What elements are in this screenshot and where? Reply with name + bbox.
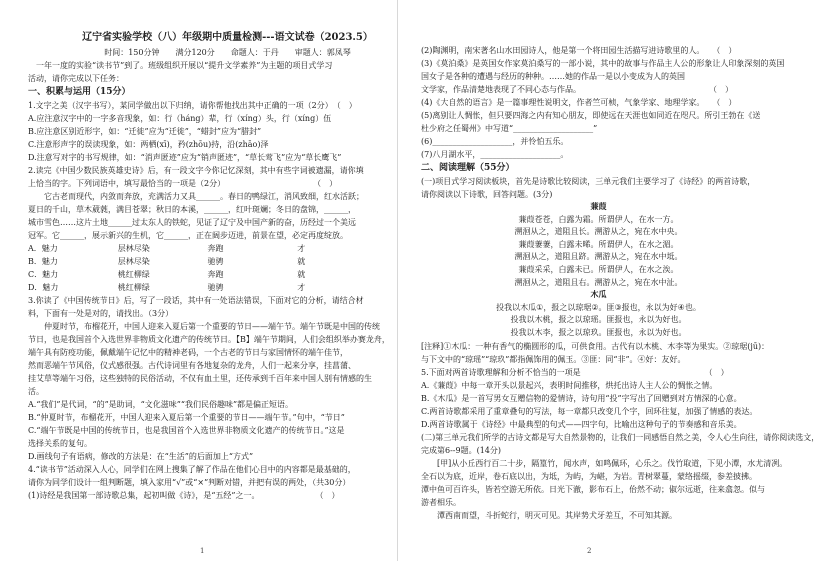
right-body: [421, 44, 785, 201]
passage-line: 潭西南而望，斗折蛇行，明灭可见。其岸势犬牙差互，不可知其源。: [421, 510, 677, 520]
section-heading: 二、阅读理解（55分）: [421, 163, 515, 173]
question-line: 挂艾草等端午习俗，这些独特的民俗活动，不仅有血土里，还传承到千百年来中国人别有情感的生: [28, 374, 372, 383]
answer-option: D.两首诗歌属于《诗经》中最典型的句式——四字句，比喻出这种句子的节奏感和音乐美。: [421, 419, 742, 429]
section-heading: 一、积累与运用（15分）: [28, 87, 131, 97]
question-line: B.“仲夏时节，布榴花开，中国人迎来入夏后第一个重要的节日——端午节。”句中，“节日”: [28, 413, 345, 422]
page-number-right: 2: [587, 547, 592, 555]
answer-option: A.《蒹葭》中每一章开头以景起兴，表明时间推移，烘托出诗人主人公的惆怅之情。: [421, 380, 718, 390]
answer-option-cell: 才: [297, 244, 306, 253]
exam-page-left: [0, 0, 397, 561]
annotation-line: [注释]①木瓜：一种有香气的椭圆形的瓜，可供食用。古代有以木桃、木李等为果实。②琼琚(jū)：: [421, 341, 770, 351]
question-line: 杜少府之任蜀州》中写道“____________________”: [421, 124, 598, 133]
answer-option-cell: 驰骋: [207, 257, 224, 266]
question-line: A.“我们”是代词，“的”是助词，“文化滋味”“我们民俗趣味”都是偏正短语。: [28, 400, 294, 409]
question-5: 5.下面对两首诗歌理解和分析不恰当的一项是 （ ）: [421, 367, 729, 377]
question-line: (3)《莫泊桑》是英国女作家莫泊桑写的一部小说，其中的故事与作品主人公的形象让人印象深刻的英国: [421, 59, 785, 68]
section-intro: (二)第三单元我们所学的古诗文都是写大自然景物的，让我们一同感悟自然之美，令人心生向往，请你阅读选文，: [421, 432, 819, 442]
question-line: C.注意形声字的误读现象，如：两栖(xī)，矜(zhōu)持，沿(zhāo)泽: [28, 140, 269, 149]
exam-meta: 时间：150分钟 满分120分 命题人：于丹 审题人：郭凤琴: [104, 48, 351, 57]
question-line: 冠军。它______，展示新兴的生机，它______，正在阔步迈进，前景在望，必定再度绽放。: [28, 231, 348, 240]
question-line: B.应注意区别近形字，如：“迁徙”应为“迁徙”，“蜡封”应为“腊封”: [28, 127, 262, 136]
question-line: (5)离别让人惆怅，但只要四海之内有知心朋友，即使远在天涯也如同近在咫尺。所引王勃在《送: [421, 111, 761, 120]
passage-line: 潭中鱼可百许头，皆若空游无所依。日光下澈，影布石上，佁然不动；俶尔远逝，往来翕忽。似与: [421, 484, 765, 494]
answer-option: C.两首诗歌都采用了重章叠句的写法，每一章都只改变几个字，回环往复，加强了情感的表达。: [421, 406, 758, 416]
question-line: (2)陶渊明，南宋著名山水田园诗人，他是第一个将田园生活描写进诗歌里的人。 （ ）: [421, 46, 737, 55]
question-line: 夏日的千山，草木葳蕤，满目苍翠；秋日的本溪，______，红叶斑斓；冬日的盘锦，______，: [28, 205, 356, 214]
answer-option-cell: 才: [297, 283, 306, 292]
question-line: 然而恶端午节风俗，仪式感很强。古代诗词里有各地复杂的龙舟，人们一起来分享，挂菖蒲、: [28, 361, 356, 370]
poem-line: 蒹葭苍苍，白露为霜。所谓伊人，在水一方。: [518, 214, 679, 224]
question-line: 端午具有防疫功能，佩戴端午记忆中的精神老码，一个古老的节日与家国情怀的端午佳节，: [28, 348, 348, 357]
poem-line: 溯洄从之，道阻且右。溯游从之，宛在水中沚。: [514, 277, 683, 287]
answer-option-row: [28, 268, 387, 281]
answer-option-cell: B．魅力: [28, 257, 58, 266]
poem-line: 蒹葭采采，白露未已。所谓伊人，在水之涘。: [518, 264, 679, 274]
question-line: (4)《大自然的语言》是一篇事理性说明文，作者竺可桢，气象学家、地理学家。 （ ）: [421, 98, 737, 107]
poem-line: 投我以木瓜①，报之以琼琚②。匪③报也，永以为好④也。: [496, 302, 701, 312]
page-number-left: 1: [200, 547, 205, 555]
answer-option-cell: 奔跑: [207, 270, 224, 279]
question-line: 活。: [28, 387, 44, 396]
poem-jianjia-title: 蒹葭: [590, 202, 607, 211]
left-body: [28, 59, 390, 502]
passage-line: [甲]从小丘西行百二十步，隔篁竹，闻水声，如鸣佩环，心乐之。伐竹取道，下见小潭，水尤清冽。: [421, 458, 788, 468]
question-line: 2.读完《中国少数民族英雄史诗》后，有一段文字今你记忆深刻，其中有些字词被遗漏，请你填: [28, 166, 364, 175]
answer-option-cell: 桃红柳绿: [117, 283, 150, 292]
question-line: 城市雪色……这片土地______过太东人的铁蛇，见证了辽宁及中国产新的奋，历经过一个美远: [28, 218, 356, 227]
answer-option: B.《木瓜》是一首写男女互赠信物的爱情诗，诗句用“投”字写出了回赠到对方情深的心意。: [421, 393, 742, 403]
poem-line: 蒹葭萋萋，白露未晞。所谓伊人，在水之湄。: [518, 239, 679, 249]
question-line: D.画线句子有语病，修改的方法是：在“生活”的后面加上“方式”: [28, 452, 254, 461]
answer-option-cell: 驰骋: [207, 283, 224, 292]
passage-line: 游者相乐。: [421, 497, 461, 507]
poem-line: 投我以木桃，报之以琼瑶。匪报也，永以为好也。: [510, 315, 687, 325]
poem-jianjia: [421, 201, 776, 289]
question-line: 活动，请你完成以下任务：: [28, 74, 124, 83]
answer-option-cell: D．魅力: [28, 283, 59, 292]
question-line: D.注意写对字的书写规律，如：“消声匿迹”应为“销声匿迹”，“草长莺飞”应为“草长鹰飞”: [28, 153, 342, 162]
question-line: 节日，也是我国首个入选世界非物质文化遗产的传统节日。【B】端午节期间，人们会组织举办赛龙舟，: [28, 335, 390, 344]
question-line: 它古老而现代，内敛而奔放，充满活力又具______。春日的鸭绿江，消风致细，红水活跃；: [28, 192, 364, 201]
poem-mugua-title: 木瓜: [590, 290, 607, 300]
passage-line: 全石以为底，近岸，卷石底以出，为坻，为屿，为嵁，为岩。青树翠蔓，蒙络摇缀，参差披拂。: [421, 471, 757, 481]
answer-option-cell: 层林尽染: [117, 257, 150, 266]
annotation-line: 与下文中的“琼瑶”“琼玖”都指佩饰用的佩玉。③匪：同“非”。④好：友好。: [421, 354, 686, 364]
poem-line: 溯洄从之，道阻且跻。溯游从之，宛在水中坻。: [514, 252, 683, 262]
question-line: 国女子是各种的遭遇与经历的种种。……她的作品一是以小变成为人的英国: [421, 72, 685, 81]
answer-option-cell: 就: [297, 257, 306, 266]
question-line: (1)诗经是我国第一部诗歌总集，起初叫做《诗》，是“五经”之一。 （ ）: [28, 491, 340, 500]
question-line: 上恰当的字。下列词语中，填写最恰当的一项是（2分） （ ）: [28, 179, 338, 188]
question-line: A.应注意汉字中的一字多音现象，如：行（háng）辈，行（xíng）头，行（xíng）伍: [28, 114, 332, 123]
question-line: C.“端午节既是中国的传统节日，也是我国首个入选世界非物质文化遗产的传统节日。”这是: [28, 426, 345, 435]
question-line: 4.“读书节”活动深入人心，同学们在网上搜集了解了作品在他们心目中的内容都是最基础的，: [28, 465, 356, 474]
question-line: 3.你读了《中国传统节日》后，写了一段话，其中有一处语法错误，下面对它的分析，请结合材: [28, 296, 364, 305]
exam-page-right: [397, 0, 819, 561]
answer-option-row: [28, 255, 387, 268]
answer-option-cell: 桃红柳绿: [117, 270, 150, 279]
answer-option-cell: A．魅力: [28, 244, 58, 253]
question-line: (一)项目式学习阅读板块，首先是诗歌比较阅读，三单元我们主要学习了《诗经》的两首诗歌，: [421, 177, 756, 186]
right-tail: [421, 340, 819, 522]
answer-option-cell: 层林尽染: [117, 244, 150, 253]
answer-option-cell: 就: [297, 270, 306, 279]
question-line: 请你阅读以下诗歌，回答问题。(3分): [421, 190, 553, 199]
question-line: 料，下面有一处是对的，请找出。（3分）: [28, 309, 174, 318]
section-intro: 完成第6--9题。(14分): [421, 445, 502, 455]
question-line: (6)____________________，并怜怕五乐。: [421, 137, 569, 146]
poem-line: 溯洄从之，道阻且长。溯游从之，宛在水中央。: [514, 227, 683, 237]
question-line: 选择关系的复句。: [28, 439, 92, 448]
answer-option-row: [28, 242, 387, 255]
poem-mugua: [421, 289, 776, 339]
question-line: 1.文字之美（汉字书写），某同学做出以下归纳，请你帮他找出其中正确的一项（2分） （ ）: [28, 101, 357, 110]
poem-line: 投我以木李，报之以琼玖。匪报也，永以为好也。: [510, 327, 687, 337]
question-line: 文学家，作品清楚地表现了不同心态与作品。 （ ）: [421, 85, 733, 94]
question-line: 仲夏时节，布榴花开，中国人迎来入夏后第一个重要的节日——端午节。端午节既是中国的传统: [28, 322, 380, 331]
question-line: 请你为同学们设计一组判断题，填入家用“√”或“×”判断对错，并把有误的两处，（共30分）: [28, 478, 351, 487]
answer-option-cell: 奔跑: [207, 244, 224, 253]
exam-title: 辽宁省实验学校（八）年级期中质量检测---语文试卷（2023.5）: [82, 32, 373, 43]
question-line: (7)八月湖水平，____________________。: [421, 150, 569, 159]
question-line: 一年一度的实验“读书节”到了。班级组织开展以“提升文学素养”为主题的项目式学习: [28, 61, 333, 70]
answer-option-cell: C．魅力: [28, 270, 59, 279]
answer-option-row: [28, 281, 387, 294]
